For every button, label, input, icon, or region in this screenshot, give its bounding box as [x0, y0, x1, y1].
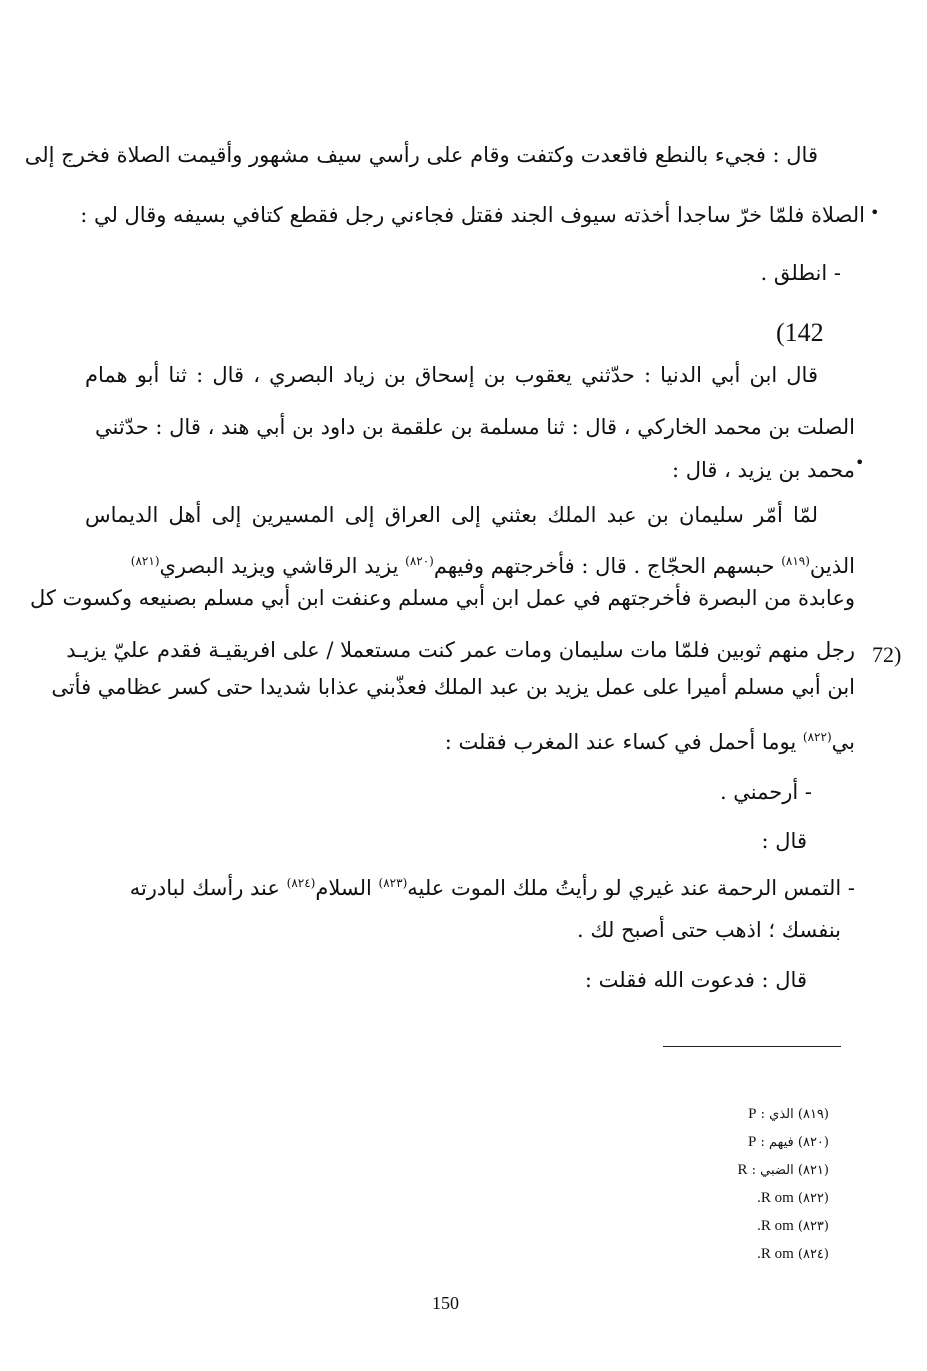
- footnote-number: (٨٢٢): [797, 1191, 829, 1206]
- footnote: [757, 1217, 829, 1236]
- text-line: رجل منهم ثوبين فلمّا مات سليمان ومات عمر كنت مستعملا / على افريقيـة فقدم عليّ يزيـد: [66, 638, 855, 662]
- text-segment: حبسهم الحجّاج . قال : فأخرجتهم وفيهم: [433, 554, 775, 578]
- bullet-marker: •: [870, 203, 880, 222]
- footnote-number: (٨٢١): [797, 1163, 829, 1178]
- page-number: 150: [432, 1293, 459, 1313]
- margin-page-number: 72): [872, 642, 902, 667]
- text-line: وعابدة من البصرة فأخرجتهم في عمل ابن أبي مسلم وعنفت ابن أبي مسلم بصنيعه وكسوت كل: [29, 586, 855, 610]
- text-line: بنفسك ؛ اذهب حتى أصبح لك .: [577, 918, 841, 942]
- footnote-ref[interactable]: (٨٢٤): [286, 876, 316, 890]
- footnote-word: الذي: [769, 1107, 794, 1122]
- text-line: قال :: [761, 829, 807, 853]
- footnote-word: الضبي: [760, 1163, 794, 1178]
- footnote: (٨١٩) الذي : P: [748, 1106, 829, 1122]
- footnote-number: (٨١٩): [797, 1107, 829, 1122]
- footnote-source: R om.: [757, 1190, 794, 1206]
- text-line: [131, 546, 855, 581]
- footnote-number: (٨٢٣): [797, 1219, 829, 1234]
- footnote-ref[interactable]: (٨٢١): [130, 554, 160, 568]
- footnote-ref[interactable]: (٨٢٠): [405, 554, 434, 568]
- text-line: - أرحمني .: [719, 780, 812, 804]
- footnote-source: R om.: [757, 1246, 794, 1262]
- footnote-source: P: [748, 1106, 757, 1122]
- text-line: قال : فجيء بالنطع فاقعدت وكتفت وقام على رأسي سيف مشهور وأقيمت الصلاة فخرج إلى: [24, 143, 818, 167]
- text-line: محمد بن يزيد ، قال :: [671, 458, 855, 482]
- footnote-ref[interactable]: (٨١٩): [781, 554, 810, 568]
- text-line: الصلاة فلمّا خرّ ساجدا أخذته سيوف الجند فقتل فجاءني رجل فقطع كتافي بسيفه وقال لي :: [80, 203, 865, 227]
- text-segment: يوما أحمل في كساء عند المغرب فقلت :: [444, 730, 797, 754]
- section-number: (142: [776, 318, 824, 347]
- text-segment: الذين: [809, 554, 855, 578]
- text-segment: عند رأسك لبادرته: [129, 876, 280, 900]
- text-segment: يزيد الرقاشي ويزيد البصري: [159, 554, 399, 578]
- footnote-divider: [663, 1046, 841, 1047]
- text-line: - انطلق .: [760, 261, 841, 285]
- text-segment: السلام: [315, 876, 372, 900]
- text-line: ابن أبي مسلم أميرا على عمل يزيد بن عبد الملك فعذّبني عذابا شديدا حتى كسر عظامي فأتى: [51, 675, 855, 699]
- footnote-ref[interactable]: (٨٢٢): [802, 730, 832, 744]
- footnote-number: (٨٢٤): [797, 1247, 829, 1262]
- footnote: [757, 1189, 829, 1208]
- footnote-source: P: [747, 1134, 757, 1150]
- text-line: [445, 722, 855, 757]
- footnote: (٨٢٠) فيهم : P: [747, 1134, 829, 1150]
- footnote: (٨٢١) الضبي : R: [737, 1162, 829, 1178]
- footnote-source: R: [737, 1162, 748, 1178]
- text-line: لمّا أمّر سليمان بن عبد الملك بعثني إلى العراق إلى المسيرين إلى أهل الديماس: [85, 503, 818, 527]
- footnote-word: فيهم: [768, 1135, 794, 1150]
- footnote: [757, 1245, 829, 1264]
- bullet-marker: •: [855, 453, 865, 472]
- text-line: الصلت بن محمد الخاركي ، قال : ثنا مسلمة بن علقمة بن داود بن أبي هند ، قال : حدّثني: [95, 415, 855, 439]
- text-segment: بي: [831, 730, 855, 754]
- text-segment: - التمس الرحمة عند غيري لو رأيتُ ملك الموت عليه: [407, 876, 855, 900]
- footnote-number: (٨٢٠): [797, 1135, 829, 1150]
- footnote-source: R om.: [757, 1218, 794, 1234]
- text-line: قال : فدعوت الله فقلت :: [584, 968, 807, 992]
- text-line: قال ابن أبي الدنيا : حدّثني يعقوب بن إسحاق بن زياد البصري ، قال : ثنا أبو همام: [85, 363, 818, 387]
- footnote-ref[interactable]: (٨٢٣): [378, 876, 408, 890]
- text-line: [130, 868, 855, 903]
